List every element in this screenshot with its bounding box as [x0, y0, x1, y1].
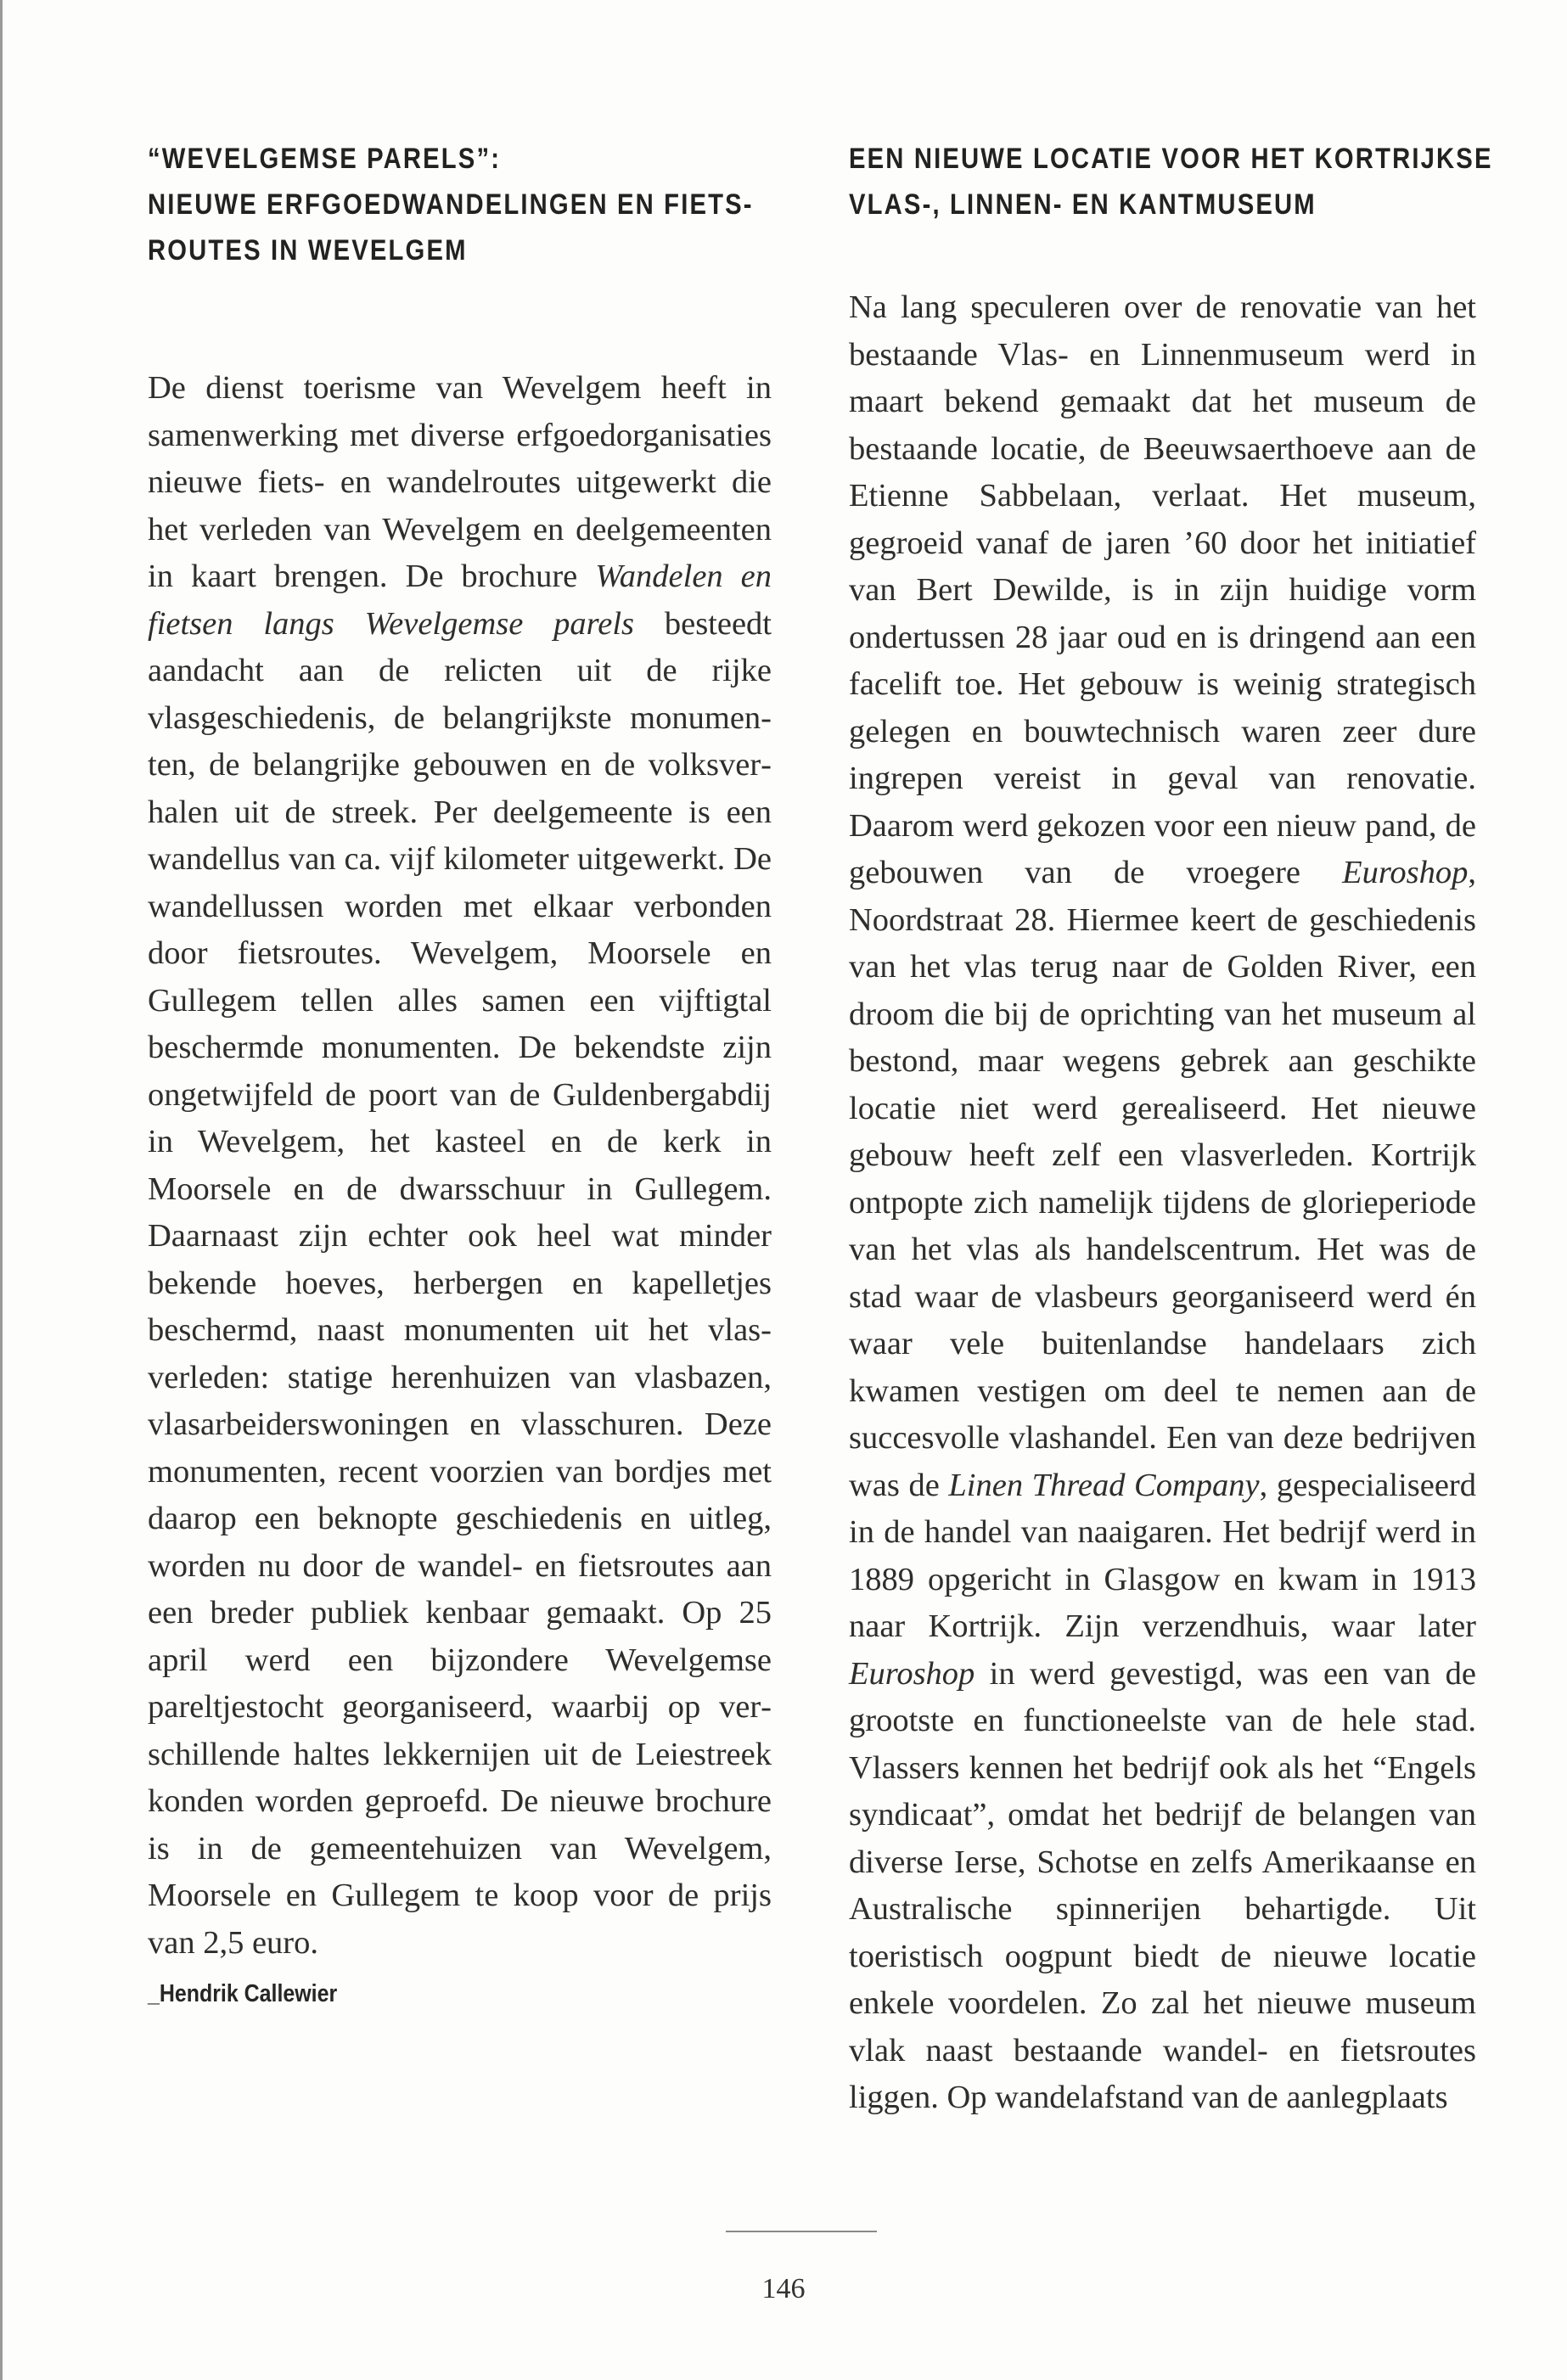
right-title-line-1: EEN NIEUWE LOCATIE VOOR HET KORTRIJKSE [849, 143, 1493, 175]
left-body-part-3: besteedt aandacht aan de relicten uit de rijke vlasgeschiedenis, de belangrijkste monumenten, de belangrijke gebouwen en de volksverhalen uit de streek. Per deelgemeente is een wandellus van ca. vijf kilometer uitgewerkt. De wandellussen worden met elkaar verbonden door fietsroutes. Wevelgem, Moorsele en Gullegem tellen alles samen een vijftigtal beschermde monumenten. De bekendste zijn ongetwijfeld de poort van de Guldenbergabdij in Wevelgem, het kasteel en de kerk in Moorsele en de dwarsschuur in Gullegem. Daarnaast zijn echter ook heel wat minder bekende hoeves, herbergen en kapelletjes beschermd, naast monumenten uit het vlasverleden: statige herenhuizen van vlasbazen, vlasarbeiderswoningen en vlasschuren. Deze monumenten, recent voorzien van bordjes met daarop een beknopte geschiedenis en uitleg, worden nu door de wandel- en fietsroutes aan een breder publiek kenbaar gemaakt. Op 25 april werd een bijzondere Wevelgemse pareltjestocht georganiseerd, waarbij op verschillende haltes lekkernijen uit de Leiestreek konden worden geproefd. De nieuwe brochure is in de gemeentehuizen van Wevelgem, Moorsele en Gullegem te koop voor de prijs van 2,5 euro. [148, 605, 772, 1961]
linen-thread-company-italic: Linen Thread Company [948, 1467, 1260, 1503]
right-article-title [849, 136, 1493, 227]
left-article [148, 136, 772, 2011]
right-article-body [849, 284, 1476, 2122]
left-title-line-2: NIEUWE ERFGOEDWANDELINGEN EN FIETS- [148, 188, 754, 221]
left-article-title [148, 136, 754, 273]
right-body-part-1: Na lang speculeren over de renovatie van het bestaande Vlas- en Linnenmuseum werd in maart bekend gemaakt dat het museum de bestaande locatie, de Beeuwsaerthoeve aan de Etienne Sabbelaan, verlaat. Het museum, gegroeid vanaf de jaren ’60 door het initiatief van Bert Dewilde, is in zijn huidige vorm ondertussen 28 jaar oud en is dringend aan een facelift toe. Het gebouw is weinig strategisch gelegen en bouwtechnisch waren zeer dure ingrepen vereist in geval van renovatie. Daarom werd gekozen voor een nieuw pand, de gebouwen van de vroegere [849, 289, 1476, 890]
left-title-line-1: “WEVELGEMSE PARELS”: [148, 143, 502, 175]
brochure-title-italic: Wandelen en fietsen langs Wevelgemse parels [148, 559, 772, 642]
page-number: 146 [761, 2273, 806, 2304]
right-body-part-5: , gespecialiseerd in de handel van naaigaren. Het bedrijf werd in 1889 opgericht in Glasgow en kwam in 1913 naar Kortrijk. Zijn verzendhuis, waar later [849, 1467, 1477, 1644]
right-body-part-3: , Noordstraat 28. Hiermee keert de geschiedenis van het vlas terug naar de Golden River, een droom die bij de oprichting van het museum al bestond, maar wegens gebrek aan geschikte locatie niet werd gerealiseerd. Het nieuwe gebouw heeft zelf een vlasverleden. Kortrijk ontpopte zich namelijk tijdens de glorieperiode van het vlas als handelscentrum. Het was de stad waar de vlasbeurs georganiseerd werd én waar vele buitenlandse handelaars zich kwamen vestigen om deel te nemen aan de succesvolle vlashandel. Een van deze bedrijven was de [849, 855, 1476, 1503]
page-edge-line [0, 0, 3, 2380]
right-body-part-7: in werd gevestigd, was een van de grootste en functioneelste van de hele stad. Vlassers kennen het bedrijf ook als het “Engels syndicaat”, omdat het bedrijf de belangen van diverse Ierse, Schotse en zelfs Amerikaanse en Australische spinnerijen behartigde. Uit toeristisch oogpunt biedt de nieuwe locatie enkele voordelen. Zo zal het nieuwe museum vlak naast bestaande wandel- en fietsroutes liggen. Op wandelafstand van de aanlegplaats [849, 1655, 1476, 2115]
left-title-line-3: ROUTES IN WEVELGEM [148, 234, 468, 267]
left-body-part-1: De dienst toerisme van Wevelgem heeft in samenwerking met diverse erfgoedorganisaties nieuwe fiets- en wandelroutes uitgewerkt die het verleden van Wevelgem en deelgemeenten in kaart brengen. De brochure [148, 370, 772, 594]
right-article [849, 136, 1493, 2122]
author-signature: _Hendrik Callewier [148, 1980, 338, 2007]
right-title-line-2: VLAS-, LINNEN- EN KANTMUSEUM [849, 188, 1317, 221]
euroshop-italic-2: Euroshop [849, 1655, 975, 1692]
footer-rule [726, 2231, 877, 2232]
euroshop-italic-1: Euroshop [1342, 855, 1469, 890]
left-article-body [148, 365, 772, 1967]
